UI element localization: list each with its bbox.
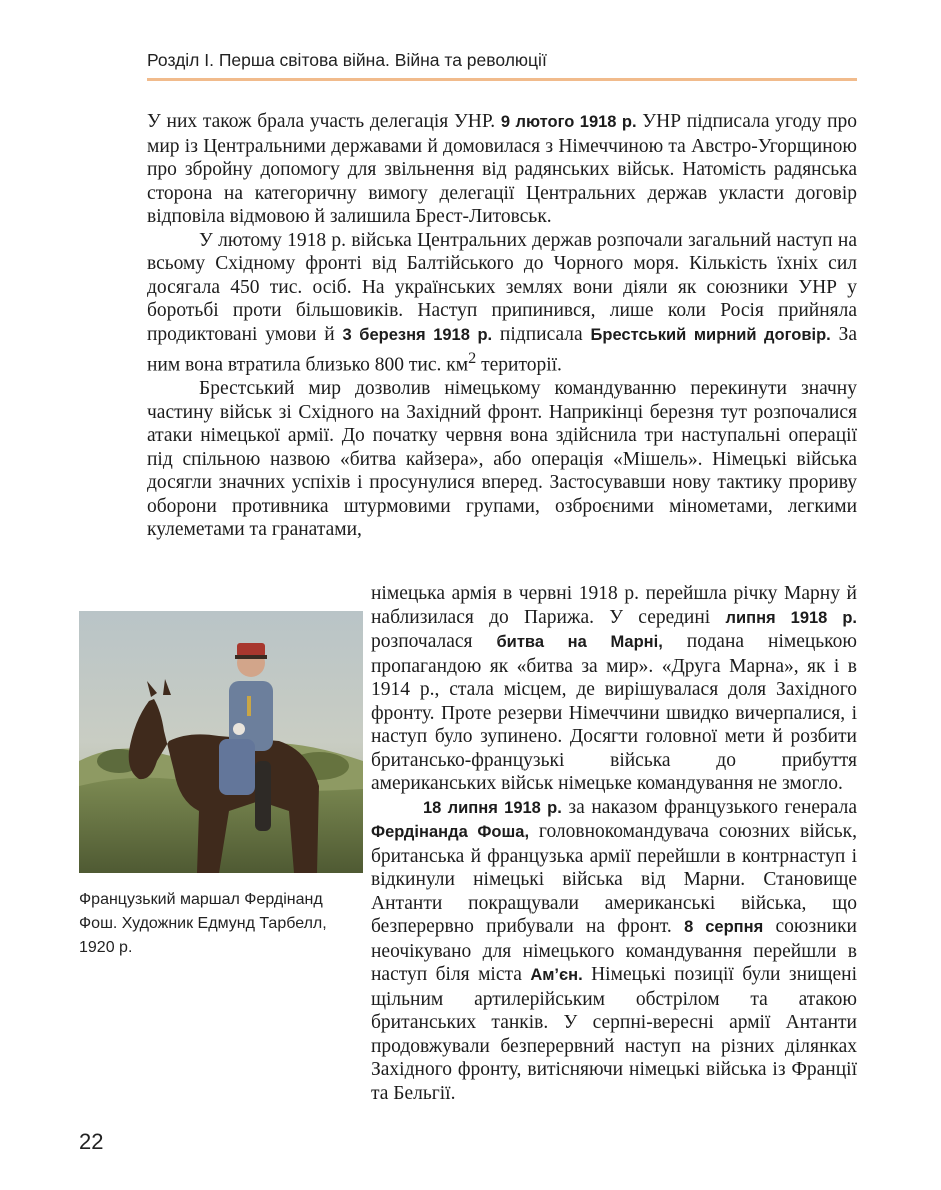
text-run: німецька армія в червні 1918 р. перейшла річку Марну й наблизилася до Парижа. У середині xyxy=(371,583,857,628)
text-run: союзники неочікувано для німецького командування перейшли в наступ біля міста xyxy=(371,916,857,985)
text-run: У лютому 1918 р. війська Центральних держав розпочали загальний наступ на всьому Східному фронті від Балтійського до Чорного моря. Кількість їхніх сил досягала 450 тис. осіб. На українських землях вони діяли як союзники УНР у боротьбі проти більшовиків. Наступ припинився, лише коли Росія прийняла продиктовані умови й xyxy=(147,229,857,345)
painting-caption: Французький маршал Фердінанд Фош. Художник Едмунд Тарбелл, 1920 р. xyxy=(79,891,327,956)
paragraph-1 xyxy=(147,110,857,229)
text-run: розпочалася xyxy=(371,631,497,652)
bold-date: липня 1918 р. xyxy=(725,608,857,627)
painting-image xyxy=(79,611,363,873)
text-run: подана німецькою пропагандою як «битва за мир». «Друга Марна», як і в 1914 р., стала місцем, де вирішувалася доля Західного фронту. Проте резерви Німеччини швидко вичерпалися, і наступ було зупинено. Досягти головної мети й розбити британсько-французькі війська до прибуття американських військ німецьке командування не змогло. xyxy=(371,631,857,794)
text-block-right xyxy=(371,582,857,1105)
paragraph-3-start xyxy=(147,377,857,542)
paragraph-3-continued xyxy=(371,582,857,796)
bold-name: Фердінанда Фоша, xyxy=(371,823,530,841)
bold-date: 18 липня 1918 р. xyxy=(423,798,562,817)
paragraph-4 xyxy=(371,796,857,1106)
bold-term: битва на Марні, xyxy=(496,633,663,651)
bold-place: Ам’єн. xyxy=(530,966,583,984)
page-number: 22 xyxy=(79,1129,104,1154)
portrait-painting xyxy=(79,611,363,873)
text-block-top xyxy=(147,110,857,542)
bold-date: 3 березня 1918 р. xyxy=(342,325,493,344)
text-run: Брестський мир дозволив німецькому командуванню перекинути значну частину військ зі Східного на Західний фронт. Наприкінці березня тут розпочалися атаки німецької армії. До початку червня вона здійснила три наступальні операції під спільною назвою «битва кайзера», або операція «Мішель». Німецькі війська досягли значних успіхів і просунулися вперед. Застосувавши нову тактику прориву оборони противника штурмовими групами, озброєними мінометами, легкими кулеметами та гранатами, xyxy=(147,378,857,540)
text-run: території. xyxy=(476,354,562,376)
paragraph-2 xyxy=(147,229,857,378)
text-run: УНР підписала угоду про мир із Центральними державами й домовилася з Німеччиною та Австро-Угорщиною про збройну допомогу для звільнення від радянських військ. Натомість радянська сторона на категоричну вимогу делегації Центральних держав укласти договір відповіла відмовою й залишила Брест-Литовськ. xyxy=(147,111,858,227)
header-divider xyxy=(147,78,857,81)
chapter-header: Розділ I. Перша світова війна. Війна та революції xyxy=(147,50,547,70)
text-run: головнокомандувача союзних військ, британська й французька армії перейшли в контрнаступ і відкинули німецькі війська від Марни. Становище Антанти покращували американські війська, що безперервно прибували на фронт. xyxy=(371,821,857,937)
text-run: За ним вона втратила близько 800 тис. км xyxy=(147,323,857,376)
text-run: Німецькі позиції були знищені щільним артилерійським обстрілом та атакою британських танків. У серпні-вересні армії Антанти продовжували безперервний наступ на різних ділянках Західного фронту, витісняючи німецькі війська із Франції та Бельгії. xyxy=(371,964,857,1104)
bold-term: Брестський мирний договір. xyxy=(590,325,831,344)
text-run: за наказом французького генерала xyxy=(561,796,857,818)
text-run: У них також брала участь делегація УНР. xyxy=(147,111,501,132)
bold-date: 9 лютого 1918 р. xyxy=(500,113,637,131)
superscript: 2 xyxy=(468,349,477,367)
text-run: підписала xyxy=(492,323,591,345)
bold-date: 8 серпня xyxy=(684,918,764,936)
